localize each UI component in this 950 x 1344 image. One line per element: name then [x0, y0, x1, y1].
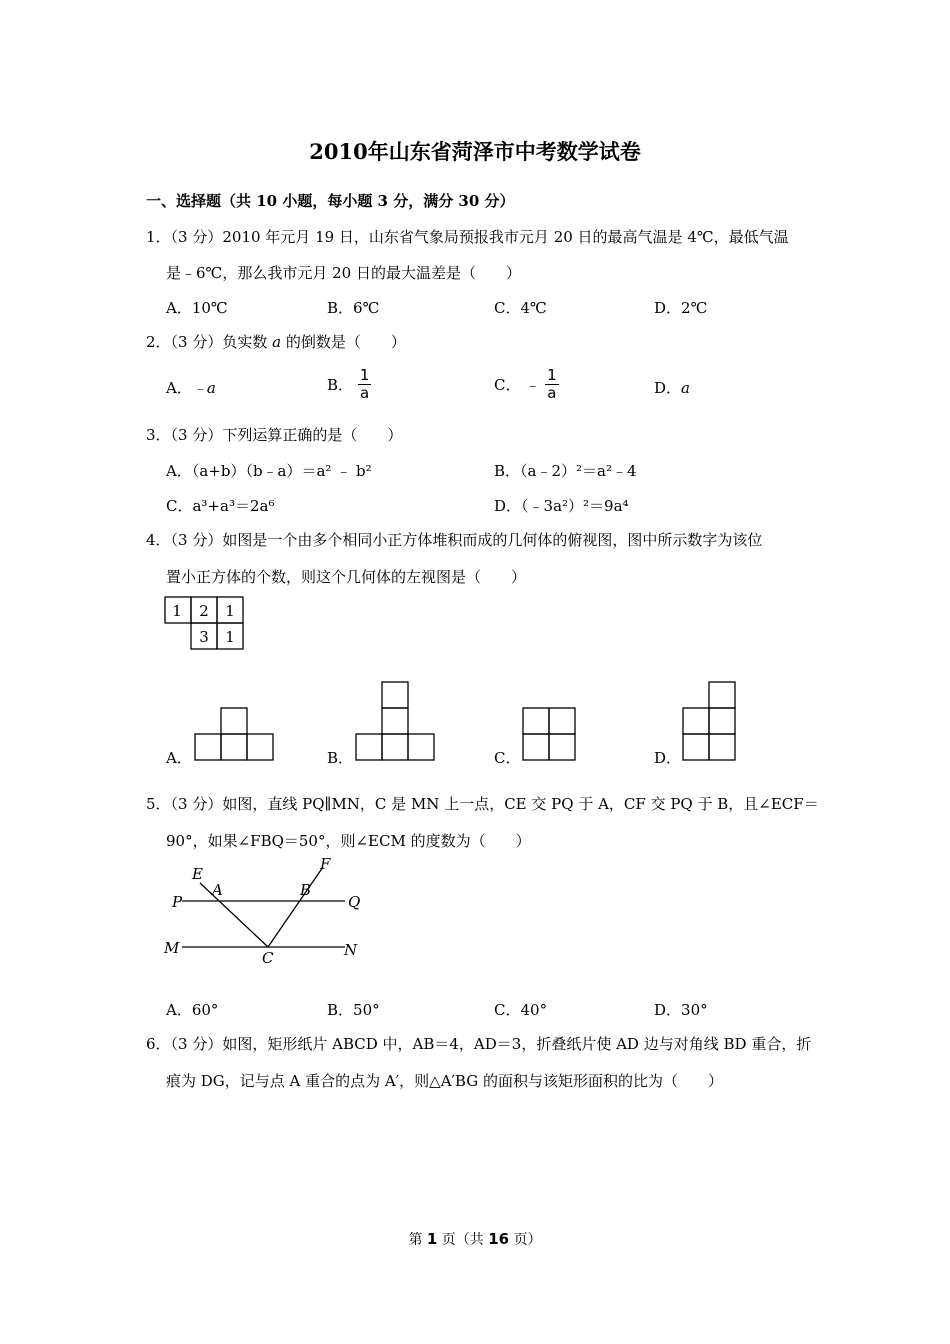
q2-option-a-value: ﹣a: [191, 379, 216, 397]
q4-option-d-label: D．: [654, 749, 682, 767]
label-c: C: [262, 949, 274, 967]
q2-option-c-sign: ﹣: [525, 376, 541, 394]
q4-option-a-figure: [194, 706, 276, 762]
q5-option-b: B．50°: [327, 1001, 380, 1019]
q1-option-b: B．6℃: [327, 299, 380, 317]
label-m: M: [164, 939, 180, 957]
line-ce: [200, 883, 268, 947]
q2-option-d-value: a: [681, 379, 690, 397]
section-heading: 一、选择题（共 10 小题，每小题 3 分，满分 30 分）: [146, 192, 515, 210]
q1-option-a: A．10℃: [166, 299, 228, 317]
q5-option-c: C．40°: [494, 1001, 548, 1019]
q4-option-d-figure: [682, 680, 740, 762]
page-footer: [0, 1229, 950, 1249]
q5-option-a: A．60°: [166, 1001, 219, 1019]
label-a: A: [212, 881, 223, 899]
q3-option-a: A．（a+b）（b﹣a）＝a² ﹣ b²: [166, 462, 372, 480]
label-p: P: [172, 893, 183, 911]
q5-parallel-lines-figure: [160, 855, 370, 970]
grid-number: 3: [199, 628, 209, 646]
q1-stem-line1: 1．（3 分）2010 年元月 19 日，山东省气象局预报我市元月 20 日的最高气温是 4℃，最低气温: [146, 228, 789, 246]
q2-option-c-fraction: [545, 367, 559, 402]
label-f: F: [320, 855, 331, 873]
grid-number: 2: [199, 602, 209, 620]
label-e: E: [192, 865, 203, 883]
fraction-denominator: a: [547, 384, 557, 402]
q1-option-c: C．4℃: [494, 299, 547, 317]
fraction-denominator: a: [359, 384, 370, 402]
q2-option-c: [494, 367, 559, 402]
q2-option-a: [166, 377, 216, 398]
q4-stem-line1: 4．（3 分）如图是一个由多个相同小正方体堆积而成的几何体的俯视图，图中所示数字为该位: [146, 531, 763, 549]
q2-option-b-fraction: [358, 367, 372, 402]
q2-stem-post: 的倒数是（ ）: [285, 333, 406, 351]
q2-option-c-label: C．: [494, 376, 521, 394]
q2-option-a-label: A．: [166, 379, 192, 397]
fraction-numerator: 1: [547, 366, 557, 384]
q4-option-b-label: B．: [327, 749, 354, 767]
footer-mid: 页（共: [441, 1232, 484, 1248]
q1-option-d: D．2℃: [654, 299, 708, 317]
q3-option-d: D．（﹣3a²）²＝9a⁴: [494, 497, 629, 515]
grid-number: 1: [225, 628, 235, 646]
q2-option-b: [327, 367, 371, 402]
footer-total-pages: 16: [488, 1230, 510, 1248]
q5-stem-line1: 5．（3 分）如图，直线 PQ∥MN，C 是 MN 上一点，CE 交 PQ 于 A，CF 交 PQ 于 B，且∠ECF＝: [146, 795, 819, 813]
q2-option-b-label: B．: [327, 376, 354, 394]
q4-option-a-label: A．: [166, 749, 192, 767]
label-b: B: [300, 881, 312, 899]
q4-stem-line2: 置小正方体的个数，则这个几何体的左视图是（ ）: [166, 568, 527, 586]
label-q: Q: [348, 893, 361, 911]
footer-post: 页）: [513, 1232, 542, 1248]
grid-number: 1: [225, 602, 235, 620]
q4-top-view-grid: [164, 596, 248, 654]
q4-option-c-figure: [522, 706, 580, 762]
q4-option-b-figure: [355, 680, 439, 762]
q5-stem-line2: 90°，如果∠FBQ＝50°，则∠ECM 的度数为（ ）: [166, 832, 531, 850]
q6-stem-line2: 痕为 DG，记与点 A 重合的点为 A′，则△A′BG 的面积与该矩形面积的比为（ ）: [166, 1072, 723, 1090]
q3-option-b: B．（a﹣2）²＝a²﹣4: [494, 462, 637, 480]
q1-stem-line2: 是﹣6℃，那么我市元月 20 日的最大温差是（ ）: [166, 264, 521, 282]
fraction-numerator: 1: [359, 366, 370, 384]
q3-option-c: C．a³+a³＝2a⁶: [166, 497, 275, 515]
exam-title: 2010年山东省菏泽市中考数学试卷: [309, 139, 641, 164]
q2-stem-pre: 2．（3 分）负实数: [146, 333, 268, 351]
grid-number: 1: [172, 602, 182, 620]
line-cf: [268, 867, 323, 947]
q2-option-d: [654, 377, 690, 398]
q2-option-d-label: D．: [654, 379, 682, 397]
q2-stem-var: a: [272, 333, 282, 351]
label-n: N: [344, 941, 358, 959]
q3-stem: 3．（3 分）下列运算正确的是（ ）: [146, 426, 403, 444]
q6-stem-line1: 6．（3 分）如图，矩形纸片 ABCD 中，AB＝4，AD＝3，折叠纸片使 AD 边与对角线 BD 重合，折: [146, 1035, 812, 1053]
q5-option-d: D．30°: [654, 1001, 708, 1019]
q2-stem: [146, 331, 406, 352]
footer-pre: 第: [408, 1232, 423, 1248]
footer-page-number: 1: [426, 1230, 438, 1248]
q4-option-c-label: C．: [494, 749, 521, 767]
